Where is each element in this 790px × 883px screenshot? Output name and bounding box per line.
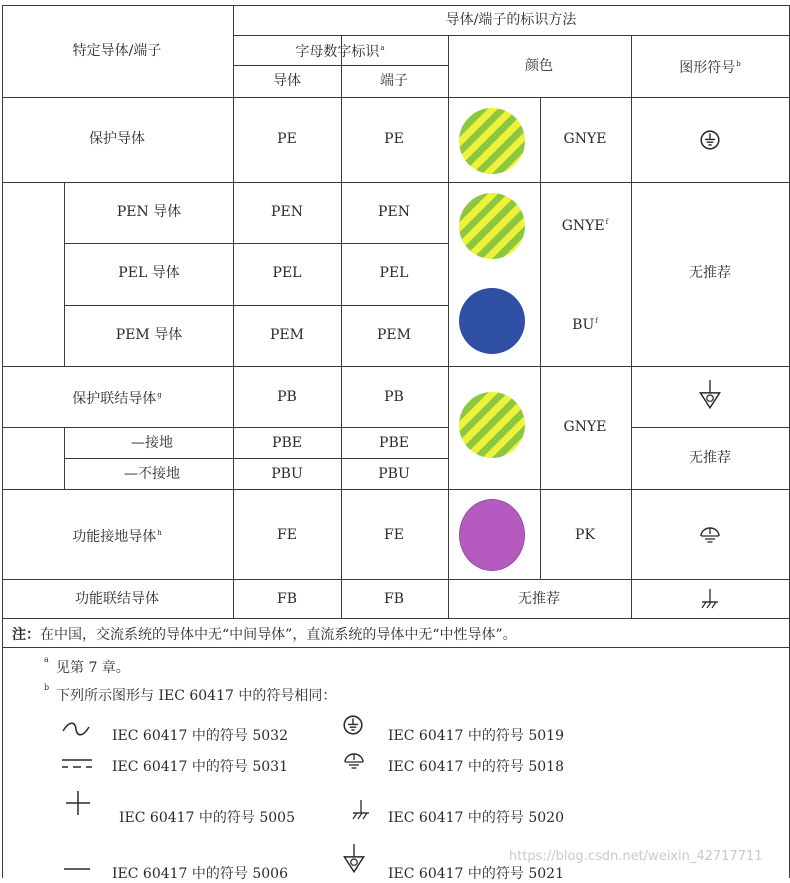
dc-icon	[60, 756, 94, 770]
row-name: PEM 导体	[115, 327, 183, 343]
legend-label: IEC 60417 中的符号 5006	[112, 866, 288, 882]
row-name: 功能联结导体	[75, 591, 159, 607]
color-code: BU$^f$	[572, 316, 598, 333]
row-name: 保护导体	[89, 131, 145, 147]
row-name: 保护联结导体$^g$	[72, 390, 162, 407]
terminal-code: PBE	[379, 435, 409, 451]
conductor-code: PBE	[272, 435, 302, 451]
header-alnum: 字母数字标识$^a$	[295, 43, 385, 60]
pen-group-no-symbol: 无推荐	[689, 265, 731, 281]
plus-icon	[64, 789, 92, 817]
conductor-code: PBU	[271, 466, 303, 482]
row-name: PEL 导体	[118, 265, 180, 281]
functional-earth-icon	[342, 751, 366, 771]
terminal-code: PE	[384, 131, 404, 147]
terminal-code: FE	[384, 527, 404, 543]
terminal-code: PEL	[379, 265, 409, 281]
conductor-identification-page: 导体/端子的标识方法 特定导体/端子 字母数字标识$^a$ 颜色 图形符号$^b$ 导体 端子 保护导体 PE PE GNYE PEN 导体 PEN PEN GNYE$^f$ PEL 导体 PEL PEL PEM 导体 PEM PEM BU$^f$ 无推荐 保护联结导体$^g$ PB PB GNYE —接地 PBE PBE —不接地 PBU PBU 无推荐 功能接地导体$^h$ FE FE PK 功能联结导体 FB FB 无推荐 注：在中国，交流系统的导体中无“中间导体”，直流系统的导体中无“中性导体”。 a 见第 7 章。 b 下列所示图形与 IEC 60417 中的符号相同： IEC 60417 中的符号 5032 IEC 60417 中的符号 5019 IEC 60417 中的符号 5031 IEC 60417 中的符号 5018 IEC 60417 中的符号 5005 IEC 60417 中的符号 5020 IEC 60417 中的符号 5006 IEC 60417 中的符号 5021 https://blog.csdn.net/weixin_42717711	[2, 5, 790, 878]
terminal-code: PEN	[378, 204, 410, 220]
color-code: GNYE	[563, 131, 607, 147]
conductor-code: FB	[276, 591, 298, 607]
conductor-code: PEL	[272, 265, 302, 281]
green-yellow-swatch	[459, 193, 525, 259]
legend-label: IEC 60417 中的符号 5020	[388, 810, 564, 826]
minus-icon	[62, 865, 92, 873]
color-code: GNYE	[563, 419, 607, 435]
color-code: GNYE$^f$	[561, 217, 609, 234]
green-yellow-swatch	[459, 392, 525, 458]
ac-icon	[61, 721, 91, 737]
green-yellow-swatch	[459, 108, 525, 174]
protective-earth-icon	[699, 129, 721, 151]
pink-swatch	[459, 499, 525, 571]
conductor-code: PEM	[270, 327, 304, 343]
legend-label: IEC 60417 中的符号 5031	[112, 759, 288, 775]
row-name: 功能接地导体$^h$	[72, 528, 162, 545]
row-name: —不接地	[124, 466, 180, 482]
frame-chassis-icon	[698, 588, 722, 610]
legend-label: IEC 60417 中的符号 5021	[388, 866, 564, 882]
table-note: 注：在中国，交流系统的导体中无“中间导体”，直流系统的导体中无“中性导体”。	[12, 627, 517, 643]
legend-label: IEC 60417 中的符号 5005	[119, 810, 295, 826]
legend-label: IEC 60417 中的符号 5018	[388, 759, 564, 775]
blue-swatch	[459, 288, 525, 354]
color-code: PK	[575, 527, 595, 543]
protective-earth-icon	[342, 714, 364, 736]
equipotentiality-icon	[341, 843, 367, 875]
terminal-code: PEM	[377, 327, 411, 343]
conductor-code: FE	[277, 527, 297, 543]
equipotentiality-icon	[697, 379, 723, 411]
watermark: https://blog.csdn.net/weixin_42717711	[509, 849, 763, 864]
terminal-code: PB	[384, 389, 404, 405]
row-name: —接地	[131, 435, 173, 451]
conductor-code: PB	[277, 389, 297, 405]
header-method: 导体/端子的标识方法	[445, 12, 577, 28]
header-symbol: 图形符号$^b$	[679, 59, 741, 76]
functional-earth-icon	[698, 525, 722, 545]
legend-label: IEC 60417 中的符号 5019	[388, 728, 564, 744]
color-no-recommendation: 无推荐	[518, 591, 560, 607]
pb-sub-no-symbol: 无推荐	[689, 450, 731, 466]
header-terminal: 端子	[380, 73, 408, 89]
conductor-code: PE	[277, 131, 297, 147]
header-color: 颜色	[525, 58, 553, 74]
terminal-code: PBU	[378, 466, 410, 482]
frame-chassis-icon	[349, 799, 373, 821]
legend-label: IEC 60417 中的符号 5032	[112, 728, 288, 744]
row-name: PEN 导体	[116, 204, 182, 220]
header-special-conductor: 特定导体/端子	[72, 43, 162, 59]
terminal-code: FB	[383, 591, 405, 607]
header-conductor: 导体	[273, 73, 301, 89]
conductor-code: PEN	[271, 204, 303, 220]
